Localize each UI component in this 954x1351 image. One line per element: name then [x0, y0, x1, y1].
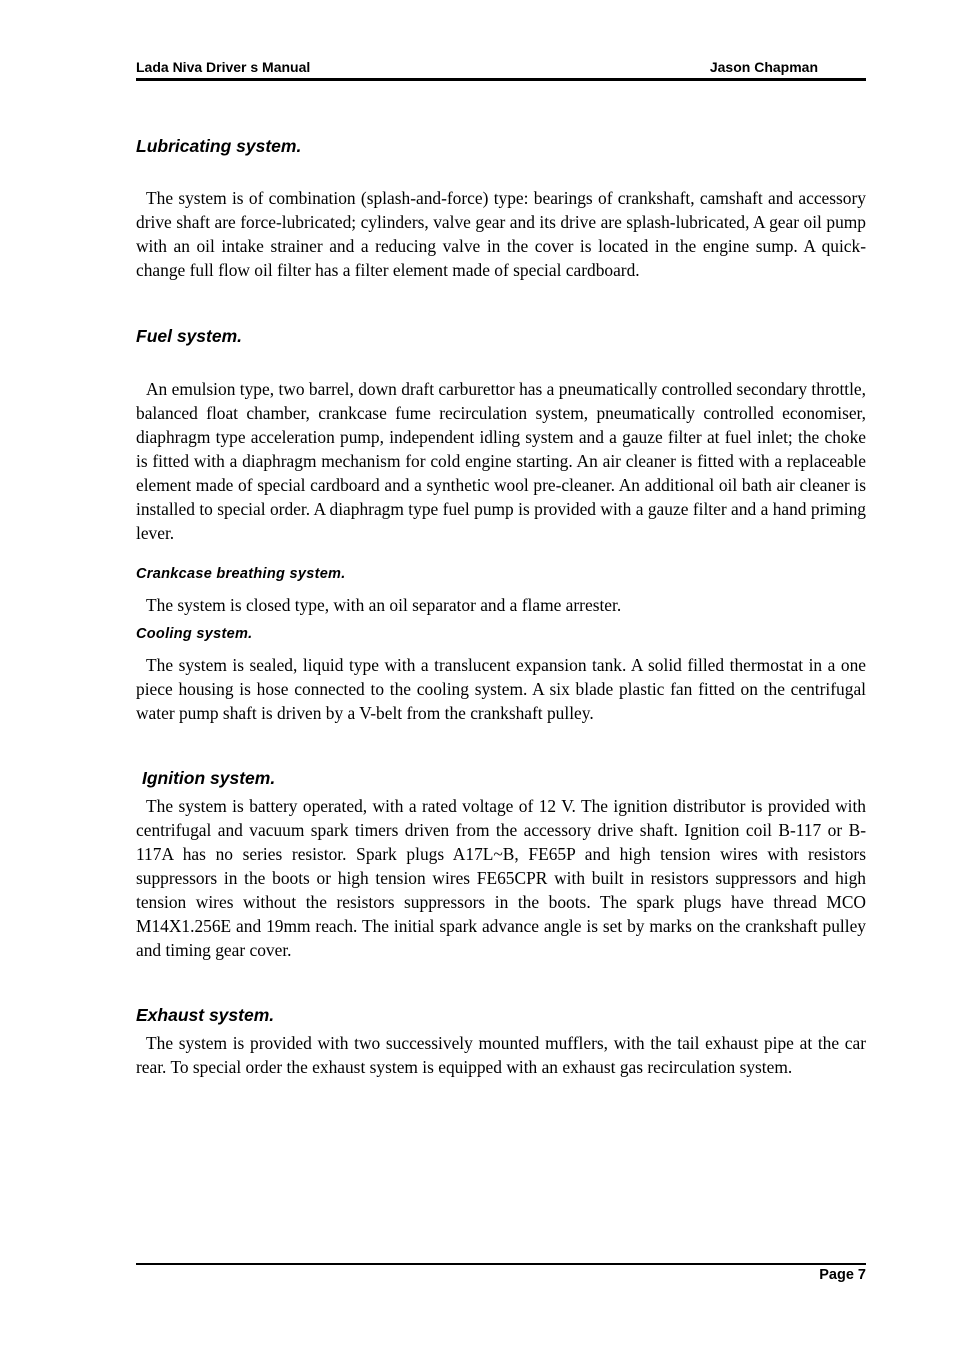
section-body: The system is closed type, with an oil separator and a flame arrester. [146, 595, 622, 615]
page-footer [136, 1263, 866, 1283]
section-body: The system is battery operated, with a rated voltage of 12 V. The ignition distributor is provided with centrifugal and vacuum spark timers driven from the accessory drive shaft. Ignition coil B-117 or B-117A has no series resistor. Spark plugs A17L~B, FE65P and high tension wires with resistors suppressors in the boots or high tension wires FE65CPR with built in resistors suppressors and high tension wires without the resistors suppressors in the boots. The spark plugs have thread MCO M14X1.256E and 19mm reach. The initial spark advance angle is set by marks on the crankshaft pulley and timing gear cover. [136, 796, 866, 960]
author-name: Jason Chapman [709, 59, 818, 75]
section-crankcase [136, 562, 866, 617]
section-ignition [136, 766, 866, 962]
page-header [136, 56, 866, 81]
section-body: The system is provided with two successively mounted mufflers, with the tail exhaust pipe at the car rear. To special order the exhaust system is equipped with an exhaust gas recirculation system. [136, 1033, 866, 1077]
section-lubricating [136, 134, 866, 282]
section-cooling [136, 622, 866, 725]
page-number: Page 7 [819, 1267, 866, 1283]
section-body: The system is of combination (splash-and-force) type: bearings of crankshaft, camshaft and accessory drive shaft are force-lubricated; cylinders, valve gear and its drive are splash-lubricated, A gear oil pump with an oil intake strainer and a reducing valve in the cover is located in the engine sump. A quick-change full flow oil filter has a filter element made of special cardboard. [136, 188, 866, 280]
section-heading: Cooling system. [136, 626, 253, 642]
section-heading: Lubricating system. [136, 136, 302, 156]
section-body: The system is sealed, liquid type with a translucent expansion tank. A solid filled thermostat in a one piece housing is hose connected to the cooling system. A six blade plastic fan fitted on the centrifugal water pump shaft is driven by a V-belt from the crankshaft pulley. [136, 655, 866, 723]
section-heading: Ignition system. [142, 768, 276, 788]
page-content [136, 134, 866, 1079]
section-heading: Fuel system. [136, 326, 243, 346]
section-heading: Exhaust system. [136, 1005, 275, 1025]
section-body: An emulsion type, two barrel, down draft carburettor has a pneumatically controlled secondary throttle, balanced float chamber, crankcase fume recirculation system, pneumatically controlled economiser, diaphragm type acceleration pump, independent idling system and a gauze filter at fuel inlet; the choke is fitted with a diaphragm mechanism for cold engine starting. An air cleaner is fitted with a replaceable element made of special cardboard and a synthetic wool pre-cleaner. An additional oil bath air cleaner is installed to special order. A diaphragm type fuel pump is provided with a gauze filter and a hand priming lever. [136, 379, 866, 543]
section-exhaust [136, 1003, 866, 1079]
manual-title: Lada Niva Driver s Manual [136, 59, 311, 75]
section-heading: Crankcase breathing system. [136, 566, 346, 582]
section-fuel [136, 324, 866, 545]
